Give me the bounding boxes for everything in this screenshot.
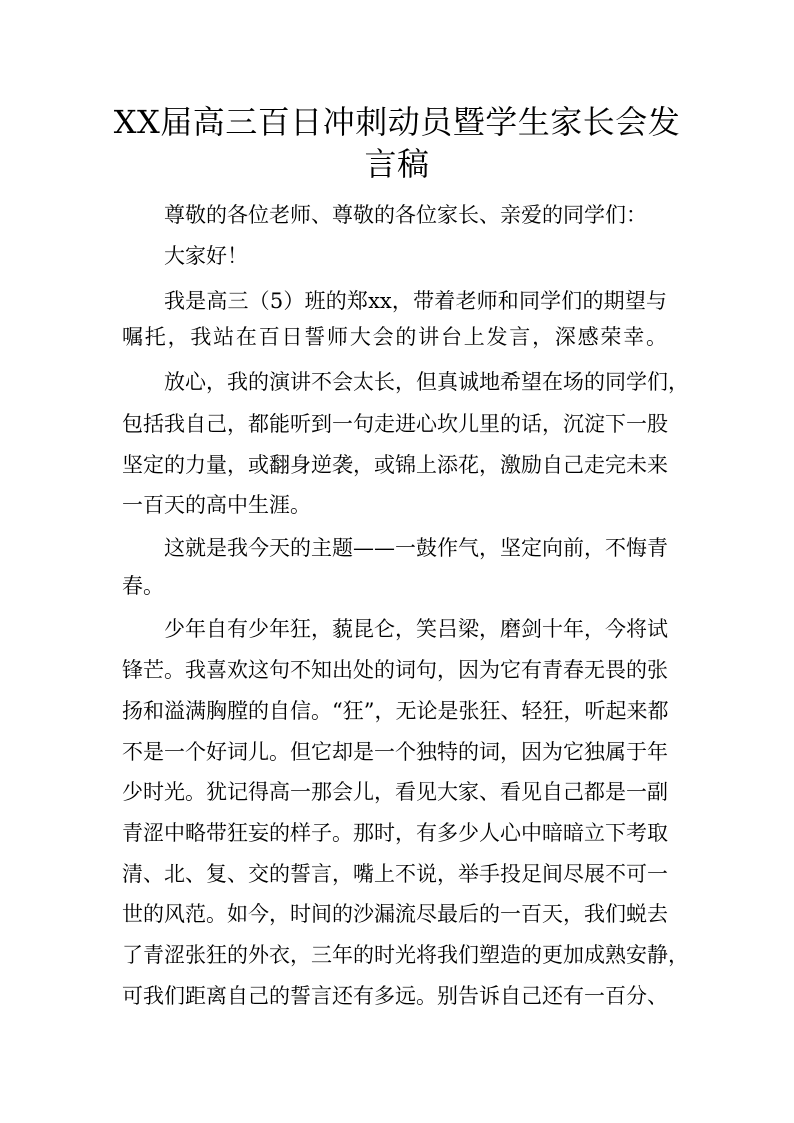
paragraph-4-line-8: 世的风范。如今，时间的沙漏流尽最后的一百天，我们蜕去 — [122, 902, 668, 926]
paragraph-3-line-1: 这就是我今天的主题——一鼓作气，坚定向前，不悔青 — [164, 536, 668, 560]
paragraph-4-line-10: 可我们距离自己的誓言还有多远。别告诉自己还有一百分、 — [122, 984, 668, 1008]
greeting: 大家好！ — [164, 244, 248, 268]
paragraph-4-line-1: 少年自有少年狂，藐昆仑，笑吕梁，磨剑十年，今将试 — [164, 617, 668, 641]
paragraph-4-line-5: 少时光。犹记得高一那会儿，看见大家、看见自己都是一副 — [122, 780, 668, 804]
paragraph-4-line-9: 了青涩张狂的外衣，三年的时光将我们塑造的更加成熟安静， — [122, 943, 689, 967]
paragraph-1-line-1: 我是高三（5）班的郑xx，带着老师和同学们的期望与 — [164, 289, 667, 313]
document-title-line-1: XX届高三百日冲刺动员暨学生家长会发 — [113, 103, 681, 141]
paragraph-1-line-2: 嘱托，我站在百日誓师大会的讲台上发言，深感荣幸。 — [122, 325, 667, 349]
paragraph-2-line-4: 一百天的高中生涯。 — [122, 493, 311, 517]
paragraph-3-line-2: 春。 — [122, 574, 164, 598]
paragraph-4-line-7: 清、北、复、交的誓言，嘴上不说，举手投足间尽展不可一 — [122, 862, 668, 886]
paragraph-2-line-2: 包括我自己，都能听到一句走进心坎儿里的话，沉淀下一股 — [122, 412, 668, 436]
paragraph-2-line-1: 放心，我的演讲不会太长，但真诚地希望在场的同学们， — [164, 370, 689, 394]
salutation: 尊敬的各位老师、尊敬的各位家长、亲爱的同学们： — [164, 203, 647, 227]
paragraph-4-line-2: 锋芒。我喜欢这句不知出处的词句，因为它有青春无畏的张 — [122, 658, 668, 682]
paragraph-4-line-3: 扬和溢满胸膛的自信。“狂”，无论是张狂、轻狂，听起来都 — [122, 699, 669, 723]
paragraph-4-line-6: 青涩中略带狂妄的样子。那时，有多少人心中暗暗立下考取 — [122, 821, 668, 845]
paragraph-4-line-4: 不是一个好词儿。但它却是一个独特的词，因为它独属于年 — [122, 740, 668, 764]
paragraph-2-line-3: 坚定的力量，或翻身逆袭，或锦上添花，激励自己走完未来 — [122, 453, 668, 477]
document-title-line-2: 言稿 — [364, 145, 430, 183]
